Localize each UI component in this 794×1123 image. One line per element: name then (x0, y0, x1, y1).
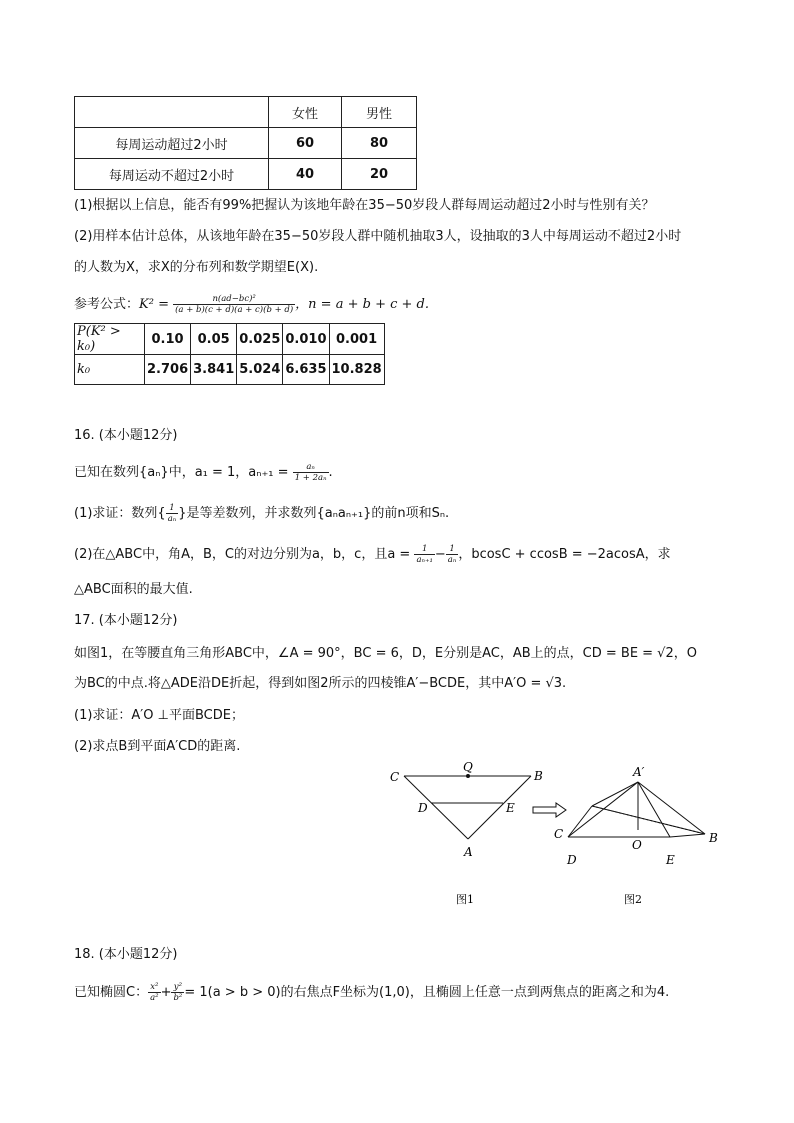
fig2-label-a-prime: A′ (633, 765, 645, 779)
q16-given: 已知在数列{aₙ}中，a₁ = 1，aₙ₊₁ = $\frac{\text{aₙ}}{\text{1 + 2aₙ}}$ . (74, 462, 333, 483)
table-cell: 女性 (269, 97, 342, 128)
geometry-figures (380, 760, 740, 910)
q16-part2-line1: (2)在△ABC中，角A，B，C的对边分别为a，b，c，且a = $\frac{1}{\text{aₙ₊₁}}$ − $\frac{1}{\text{aₙ}}$ ，bcosC + ccosB = −2acosA，求 (74, 544, 671, 565)
q18-title: 18. (本小题12分) (74, 947, 178, 962)
table-cell: 0.025 (237, 324, 283, 355)
q15-part1: (1)根据以上信息，能否有99%把握认为该地年龄在35−50岁段人群每周运动超过2小时与性别有关？ (74, 198, 655, 213)
table-cell: 10.828 (329, 355, 384, 385)
figure-1 (390, 760, 543, 906)
figure-2 (554, 765, 718, 906)
fig2-label-d: D (567, 853, 577, 867)
q16-part1: (1)求证：数列{ $\frac{1}{\text{aₙ}}$ }是等差数列，并求数列{aₙaₙ₊₁}的前n项和Sₙ. (74, 503, 450, 524)
fig1-label-a: A (464, 845, 473, 859)
fig2-label-c: C (554, 827, 564, 841)
table-cell: P(K² > k₀) (75, 324, 145, 355)
table-cell: 80 (342, 128, 417, 159)
q17-part1: (1)求证：A′O ⊥平面BCDE； (74, 708, 244, 723)
fig1-label-e: E (506, 801, 515, 815)
fig1-label-b: B (534, 769, 543, 783)
k2-fraction: $\frac{\text{n(ad−bc)²}}{(a + b)(c + d)(a + c)(b + d)}$ (175, 294, 294, 315)
reference-formula: 参考公式：K² = $\frac{\text{n(ad−bc)²}}{(a + b)(c + d)(a + c)(b + d)}$ ，n = a + b + c + d. (74, 294, 429, 315)
fig2-caption: 图2 (624, 893, 642, 906)
fig1-label-c: C (390, 770, 400, 784)
table-cell: 2.706 (145, 355, 191, 385)
table-cell: 0.10 (145, 324, 191, 355)
q17-title: 17. (本小题12分) (74, 613, 178, 628)
q17-line1: 如图1，在等腰直角三角形ABC中，∠A = 90°，BC = 6，D，E分别是AC，AB上的点，CD = BE = √2，O (74, 646, 697, 661)
critical-value-table (74, 323, 385, 385)
table-cell: 6.635 (283, 355, 329, 385)
table-cell: 20 (342, 159, 417, 190)
table-cell: 男性 (342, 97, 417, 128)
q18-line1: 已知椭圆C： $\frac{\text{x²}}{\text{a²}}$ + $\frac{\text{y²}}{\text{b²}}$ = 1(a > b > 0)的右焦点F坐标为(1,0)，且椭圆上任意一点到两焦点的距离之和为4. (74, 982, 670, 1003)
fig2-label-b: B (709, 831, 718, 845)
table-row (75, 324, 385, 355)
q16-title: 16. (本小题12分) (74, 428, 178, 443)
table-cell: 60 (269, 128, 342, 159)
q15-part2-line1: (2)用样本估计总体，从该地年龄在35−50岁段人群中随机抽取3人，设抽取的3人中每周运动不超过2小时 (74, 229, 682, 244)
table-cell: 0.010 (283, 324, 329, 355)
q17-line2: 为BC的中点.将△ADE沿DE折起，得到如图2所示的四棱锥A′−BCDE，其中A′O = √3. (74, 676, 567, 691)
table-cell: 5.024 (237, 355, 283, 385)
table-header-row (75, 97, 417, 128)
fig1-label-q: Q (463, 760, 473, 774)
table-row (75, 355, 385, 385)
table-cell: 3.841 (191, 355, 237, 385)
fig2-label-o: O (632, 838, 642, 852)
table-cell: 0.001 (329, 324, 384, 355)
fig1-label-d: D (418, 801, 428, 815)
q15-part2-line2: 的人数为X，求X的分布列和数学期望E(X). (74, 260, 319, 275)
gender-exercise-table (74, 96, 417, 190)
table-cell: 每周运动超过2小时 (75, 128, 269, 159)
table-row (75, 128, 417, 159)
arrow-icon (533, 803, 566, 817)
fig1-caption: 图1 (456, 893, 474, 906)
q16-part2-line2: △ABC面积的最大值. (74, 582, 193, 597)
table-row (75, 159, 417, 190)
table-cell: 0.05 (191, 324, 237, 355)
table-cell: 40 (269, 159, 342, 190)
fig2-label-e: E (666, 853, 675, 867)
table-cell: 每周运动不超过2小时 (75, 159, 269, 190)
table-cell (75, 97, 269, 128)
table-cell: k₀ (75, 355, 145, 385)
q17-part2: (2)求点B到平面A′CD的距离. (74, 739, 241, 754)
